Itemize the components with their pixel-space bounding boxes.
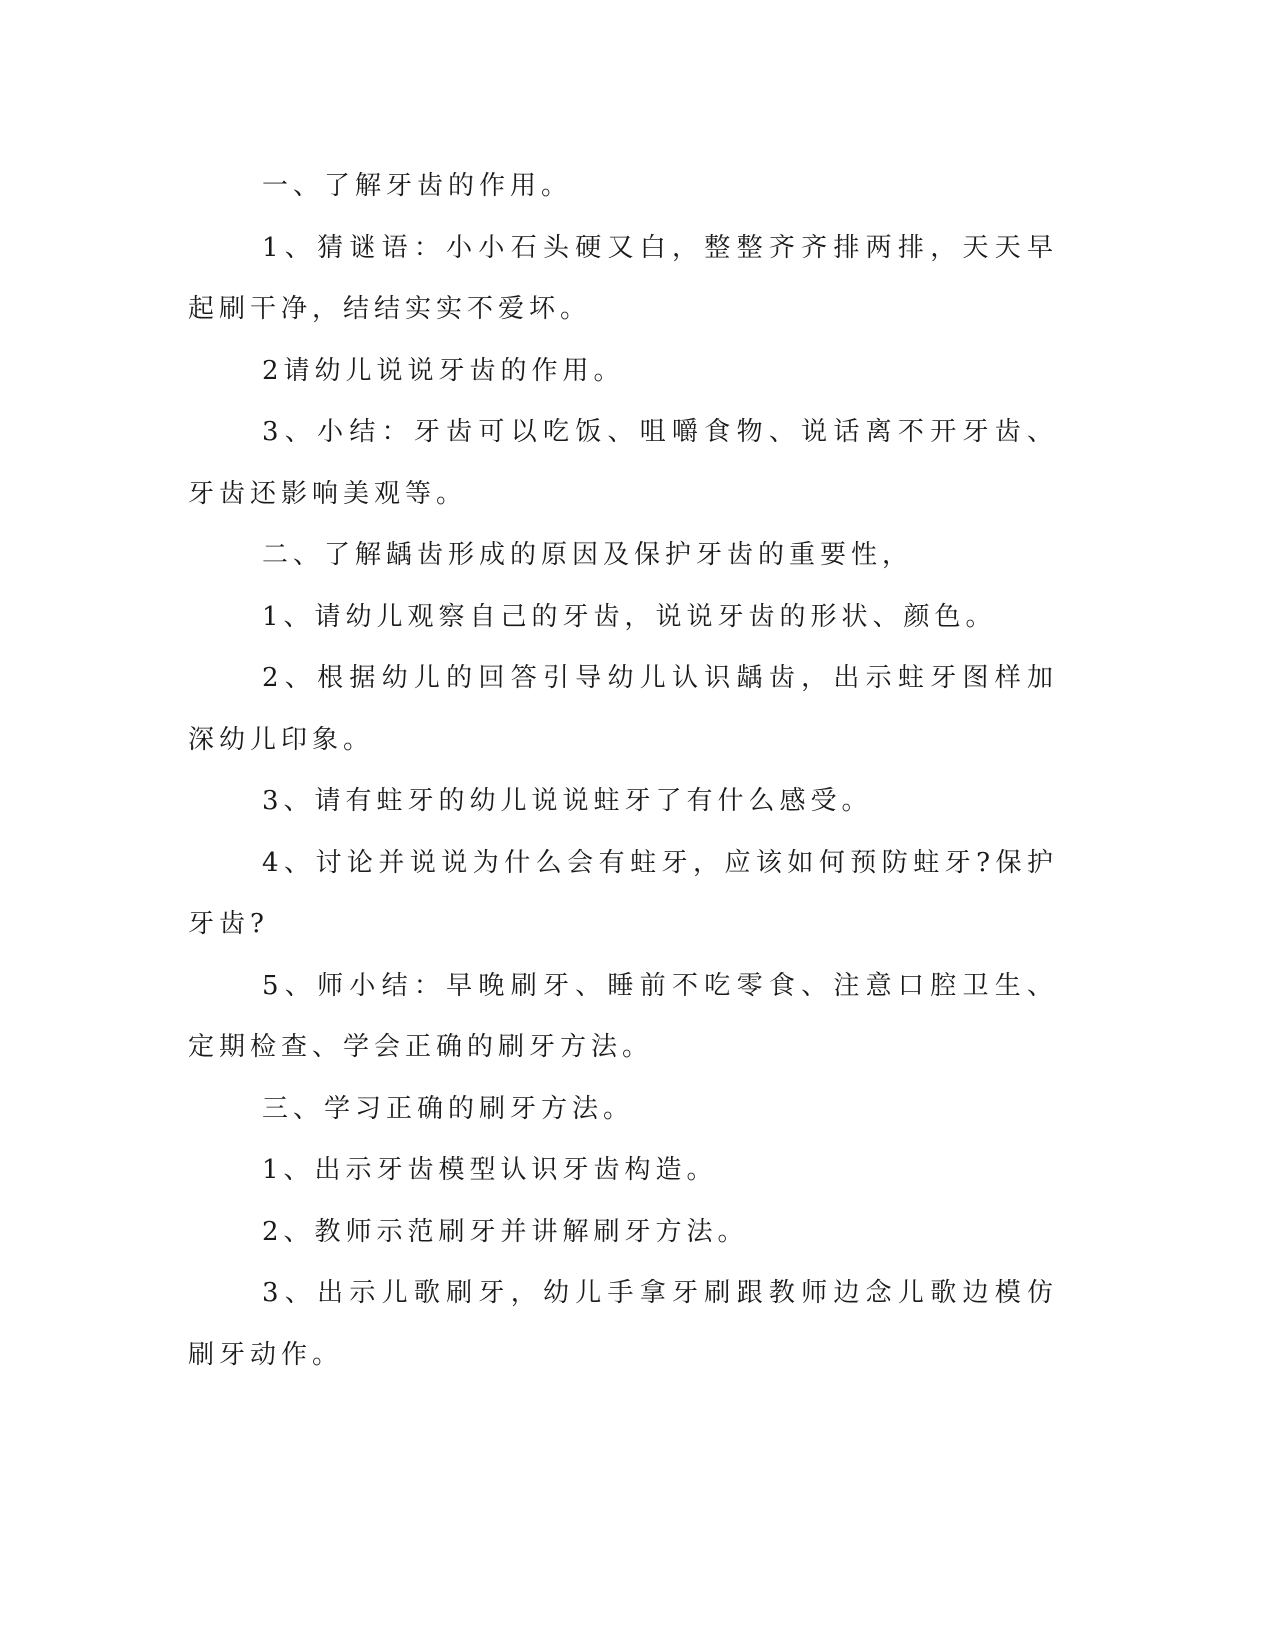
document-body — [188, 156, 1058, 1386]
paragraph-summary-1: 3、小结：牙齿可以吃饭、咀嚼食物、说话离不开牙齿、牙齿还影响美观等。 — [188, 417, 1058, 509]
paragraph-discussion: 4、讨论并说说为什么会有蛀牙，应该如何预防蛀牙?保护牙齿? — [188, 847, 1058, 939]
paragraph-section-1-heading: 一、了解牙齿的作用。 — [262, 171, 573, 201]
paragraph-cavity-feelings: 3、请有蛀牙的幼儿说说蛀牙了有什么感受。 — [262, 786, 873, 816]
paragraph-teeth-model: 1、出示牙齿模型认识牙齿构造。 — [262, 1155, 718, 1185]
paragraph-recognize-cavities: 2、根据幼儿的回答引导幼儿认识龋齿，出示蛀牙图样加深幼儿印象。 — [188, 663, 1058, 755]
paragraph-teacher-demo: 2、教师示范刷牙并讲解刷牙方法。 — [262, 1216, 749, 1247]
paragraph-section-2-heading: 二、了解龋齿形成的原因及保护牙齿的重要性， — [262, 540, 914, 570]
paragraph-teeth-function: 2请幼儿说说牙齿的作用。 — [262, 355, 625, 386]
paragraph-section-3-heading: 三、学习正确的刷牙方法。 — [262, 1093, 635, 1124]
paragraph-observe-teeth: 1、请幼儿观察自己的牙齿，说说牙齿的形状、颜色。 — [262, 601, 997, 632]
paragraph-riddle: 1、猜谜语：小小石头硬又白，整整齐齐排两排，天天早起刷干净，结结实实不爱坏。 — [188, 232, 1058, 324]
paragraph-teacher-summary: 5、师小结：早晚刷牙、睡前不吃零食、注意口腔卫生、定期检查、学会正确的刷牙方法。 — [188, 970, 1058, 1062]
paragraph-brushing-song: 3、出示儿歌刷牙，幼儿手拿牙刷跟教师边念儿歌边模仿刷牙动作。 — [188, 1278, 1058, 1370]
